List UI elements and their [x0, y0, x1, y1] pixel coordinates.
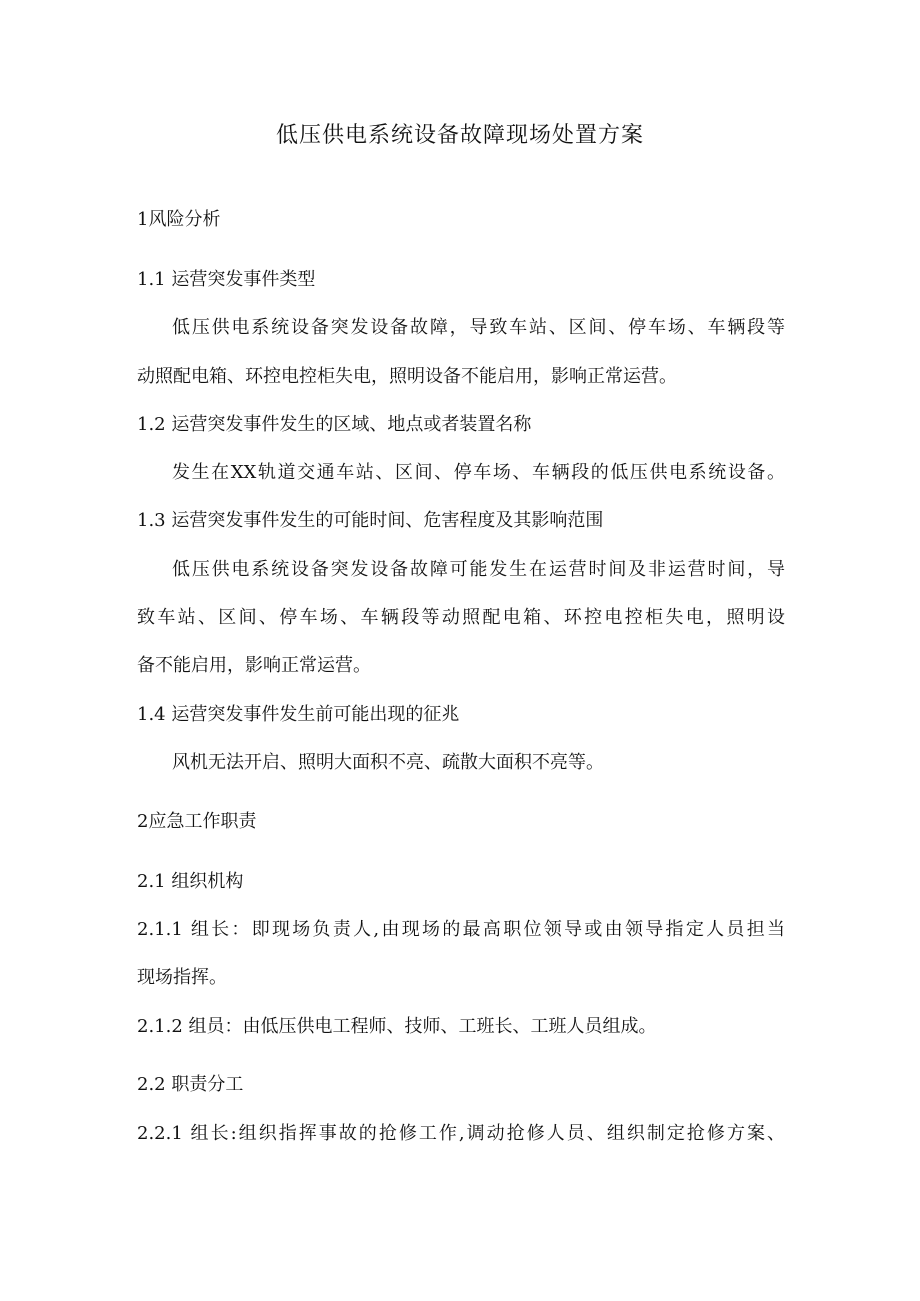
paragraph-line: 2.2.1 组长:组织指挥事故的抢修工作,调动抢修人员、组织制定抢修方案、	[137, 1123, 785, 1144]
paragraph-line: 风机无法开启、照明大面积不亮、疏散大面积不亮等。	[172, 752, 604, 773]
paragraph-line: 发生在XX轨道交通车站、区间、停车场、车辆段的低压供电系统设备。	[172, 462, 785, 483]
paragraph-line: 动照配电箱、环控电控柜失电，照明设备不能启用，影响正常运营。	[137, 366, 677, 387]
paragraph-line: 现场指挥。	[137, 967, 227, 988]
heading-section-2: 2应急工作职责	[137, 811, 257, 832]
paragraph-line: 致车站、区间、停车场、车辆段等动照配电箱、环控电控柜失电，照明设	[137, 607, 785, 628]
heading-1-1: 1.1 运营突发事件类型	[137, 269, 316, 290]
heading-1-4: 1.4 运营突发事件发生前可能出现的征兆	[137, 704, 460, 725]
heading-2-1: 2.1 组织机构	[137, 871, 244, 892]
paragraph-line: 低压供电系统设备突发设备故障，导致车站、区间、停车场、车辆段等	[172, 317, 785, 338]
heading-1-2: 1.2 运营突发事件发生的区域、地点或者装置名称	[137, 414, 532, 435]
heading-1-3: 1.3 运营突发事件发生的可能时间、危害程度及其影响范围	[137, 510, 604, 531]
heading-section-1: 1风险分析	[137, 209, 221, 230]
paragraph-line: 备不能启用，影响正常运营。	[137, 655, 371, 676]
document-title: 低压供电系统设备故障现场处置方案	[275, 123, 644, 148]
paragraph-line: 2.1.2 组员：由低压供电工程师、技师、工班长、工班人员组成。	[137, 1016, 657, 1037]
paragraph-line: 2.1.1 组长：即现场负责人,由现场的最高职位领导或由领导指定人员担当	[137, 919, 785, 940]
paragraph-line: 低压供电系统设备突发设备故障可能发生在运营时间及非运营时间，导	[172, 559, 785, 580]
heading-2-2: 2.2 职责分工	[137, 1074, 244, 1095]
